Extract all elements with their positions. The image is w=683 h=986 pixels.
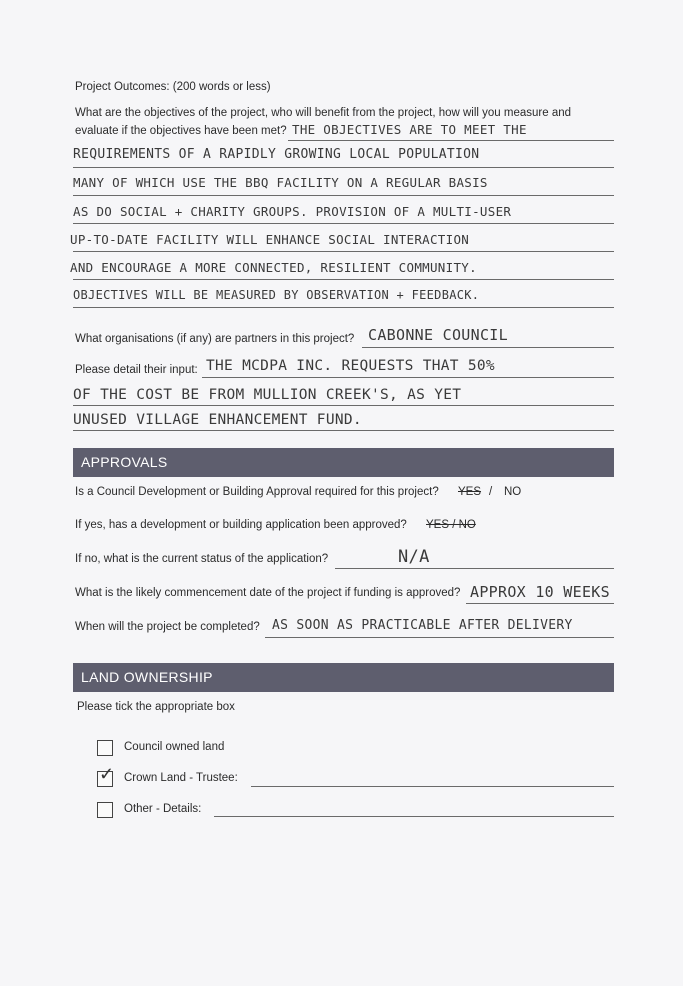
answer-rule: [466, 603, 614, 604]
outcomes-answer-line: AS DO SOCIAL + CHARITY GROUPS. PROVISION OF A MULTI-USER: [73, 204, 512, 219]
other-land-checkbox[interactable]: [97, 802, 113, 818]
answer-rule: [73, 223, 614, 224]
approval-q3-answer: N/A: [398, 547, 430, 567]
approval-q4: What is the likely commencement date of the project if funding is approved?: [75, 587, 461, 599]
outcomes-answer-line: UP-TO-DATE FACILITY WILL ENHANCE SOCIAL INTERACTION: [70, 232, 470, 247]
answer-rule: [265, 637, 614, 638]
council-owned-land-label: Council owned land: [124, 741, 225, 753]
answer-rule: [335, 568, 614, 569]
outcomes-question-line1: What are the objectives of the project, who will benefit from the project, how will you measure and: [75, 107, 572, 119]
council-owned-land-checkbox[interactable]: [97, 740, 113, 756]
land-instruction: Please tick the appropriate box: [77, 701, 235, 713]
approvals-section-header: APPROVALS: [73, 448, 614, 477]
partners-question: What organisations (if any) are partners in this project?: [75, 333, 355, 345]
crown-land-label: Crown Land - Trustee:: [124, 772, 238, 784]
check-mark-icon: ✓: [99, 764, 115, 784]
answer-rule: [288, 140, 614, 141]
answer-rule: [73, 430, 614, 431]
approval-q2: If yes, has a development or building application been approved?: [75, 519, 407, 531]
answer-rule: [73, 167, 614, 168]
other-land-label: Other - Details:: [124, 803, 202, 815]
answer-rule: [73, 279, 614, 280]
outcomes-heading: Project Outcomes: (200 words or less): [75, 81, 271, 93]
outcomes-answer-line: MANY OF WHICH USE THE BBQ FACILITY ON A REGULAR BASIS: [73, 175, 488, 190]
input-question: Please detail their input:: [75, 364, 198, 376]
approval-q1-yes: YES: [458, 486, 482, 498]
outcomes-answer-line: AND ENCOURAGE A MORE CONNECTED, RESILIENT COMMUNITY.: [70, 260, 477, 275]
answer-rule: [73, 405, 614, 406]
answer-rule: [202, 377, 614, 378]
approval-q2-answer: YES / NO: [426, 519, 476, 531]
answer-rule: [362, 347, 614, 348]
approval-q5: When will the project be completed?: [75, 621, 260, 633]
other-details-field[interactable]: [214, 816, 614, 817]
input-answer-line: UNUSED VILLAGE ENHANCEMENT FUND.: [73, 412, 362, 428]
partners-answer: CABONNE COUNCIL: [368, 326, 508, 344]
crown-land-trustee-field[interactable]: [251, 786, 614, 787]
approval-q1-no: NO: [504, 486, 522, 498]
land-ownership-section-header: LAND OWNERSHIP: [73, 663, 614, 692]
approval-q5-answer: AS SOON AS PRACTICABLE AFTER DELIVERY: [272, 618, 573, 633]
input-answer-line: OF THE COST BE FROM MULLION CREEK'S, AS YET: [73, 387, 462, 403]
answer-rule: [73, 307, 614, 308]
approval-q3: If no, what is the current status of the application?: [75, 553, 329, 565]
outcomes-answer-line: REQUIREMENTS OF A RAPIDLY GROWING LOCAL POPULATION: [73, 147, 480, 162]
approval-q1: Is a Council Development or Building Approval required for this project?: [75, 486, 439, 498]
approval-q1-sep: /: [489, 486, 493, 498]
answer-rule: [73, 195, 614, 196]
outcomes-question-line2: evaluate if the objectives have been met?: [75, 125, 287, 137]
input-answer-line: THE MCDPA INC. REQUESTS THAT 50%: [206, 358, 495, 374]
outcomes-answer-line: THE OBJECTIVES ARE TO MEET THE: [292, 122, 527, 137]
outcomes-answer-line: OBJECTIVES WILL BE MEASURED BY OBSERVATION + FEEDBACK.: [73, 288, 480, 302]
approval-q4-answer: APPROX 10 WEEKS: [470, 583, 610, 601]
answer-rule: [73, 251, 614, 252]
